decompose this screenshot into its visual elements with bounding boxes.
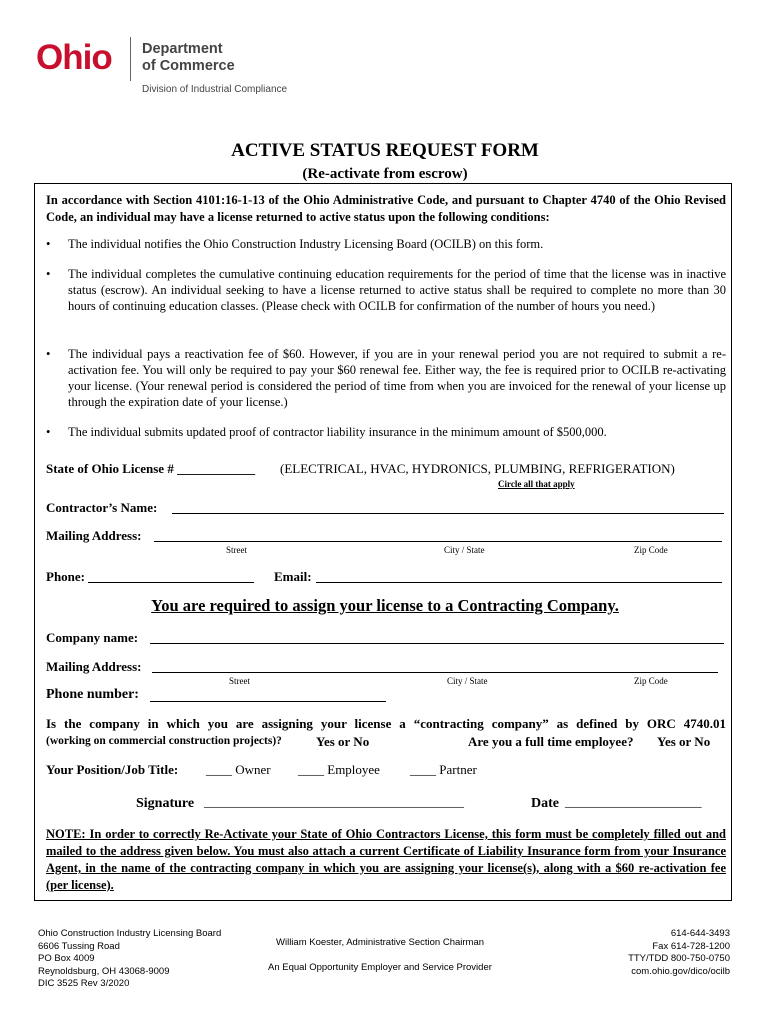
footer-line: Ohio Construction Industry Licensing Board xyxy=(38,928,222,939)
owner-option[interactable]: ____ Owner xyxy=(206,762,271,777)
company-name-field[interactable] xyxy=(150,643,724,644)
phone-label: Phone: xyxy=(46,569,85,584)
contractor-name-label: Contractor’s Name: xyxy=(46,500,158,515)
tty-number: TTY/TDD 800-750-0750 xyxy=(628,953,730,964)
form-subtitle: (Re-activate from escrow) xyxy=(302,166,468,182)
bullet-icon: • xyxy=(46,425,51,439)
street-caption: Street xyxy=(229,676,250,686)
bullet-icon: • xyxy=(46,267,51,281)
footer-line: DIC 3525 Rev 3/2020 xyxy=(38,978,130,989)
website-link[interactable]: com.ohio.gov/dico/ocilb xyxy=(631,965,730,977)
department-name xyxy=(142,41,235,75)
bullet-icon: • xyxy=(46,237,51,251)
license-types[interactable]: (ELECTRICAL, HVAC, HYDRONICS, PLUMBING, REFRIGERATION) xyxy=(280,461,675,476)
signature-field[interactable]: ________________________________________ xyxy=(204,794,464,809)
footer-line: 6606 Tussing Road xyxy=(38,940,120,952)
footer-line: PO Box 4009 xyxy=(38,953,95,964)
board-address xyxy=(38,928,221,991)
license-number-field[interactable]: State of Ohio License # ____________ xyxy=(46,461,256,476)
assign-heading: You are required to assign your license to a Contracting Company. xyxy=(151,596,619,615)
contracting-company-question: Is the company in which you are assigning your license a “contracting company” as defined by ORC 4740.01 xyxy=(46,716,726,731)
signature-label: Signature xyxy=(136,796,195,811)
condition-item: The individual pays a reactivation fee of $60. However, if you are in your renewal period you are not required to submit a re-activation fee. You will only be required to pay your $60 renewal fee. Either way, the fee is required prior to OCILB re-activating your license. (Your renewal period is considered the period of time from when you are invoiced for the renewal of your license up through the expiration date of your license.) xyxy=(68,347,726,409)
zip-caption: Zip Code xyxy=(634,545,668,555)
employee-option[interactable]: ____ Employee xyxy=(298,762,380,777)
employee-yes-no[interactable]: Yes or No xyxy=(657,734,711,749)
footer-line: Reynoldsburg, OH 43068-9009 xyxy=(38,965,170,977)
date-field[interactable]: _____________________ xyxy=(565,794,702,809)
company-address-field[interactable] xyxy=(152,672,718,673)
partner-option[interactable]: ____ Partner xyxy=(410,762,477,777)
department-line-1: Department xyxy=(142,41,223,57)
equal-opportunity-line: An Equal Opportunity Employer and Service Provider xyxy=(268,962,492,973)
department-line-2: of Commerce xyxy=(142,58,235,74)
logo-divider xyxy=(130,37,131,81)
contractor-address-field[interactable] xyxy=(154,541,722,542)
position-label: Your Position/Job Title: xyxy=(46,762,179,777)
contact-info xyxy=(560,928,730,978)
date-label: Date xyxy=(531,796,559,811)
company-address-label: Mailing Address: xyxy=(46,659,142,674)
phone-field[interactable] xyxy=(88,582,254,583)
phone-number: 614-644-3493 xyxy=(670,928,730,939)
street-caption: Street xyxy=(226,545,247,555)
condition-item: The individual submits updated proof of contractor liability insurance in the minimum amount of $500,000. xyxy=(68,425,607,439)
circle-instruction: Circle all that apply xyxy=(498,479,575,489)
bullet-icon: • xyxy=(46,347,51,361)
email-label: Email: xyxy=(274,569,312,584)
employee-question: Are you a full time employee? xyxy=(468,734,634,749)
company-name-label: Company name: xyxy=(46,630,139,645)
email-field[interactable] xyxy=(316,582,722,583)
fax-number: Fax 614-728-1200 xyxy=(652,940,730,952)
chairman-line: William Koester, Administrative Section Chairman xyxy=(276,937,485,948)
commercial-projects-note: (working on commercial construction projects)? xyxy=(46,735,282,747)
condition-item: The individual notifies the Ohio Construction Industry Licensing Board (OCILB) on this form. xyxy=(68,237,544,251)
company-phone-field[interactable] xyxy=(150,701,386,702)
city-state-caption: City / State xyxy=(444,545,485,555)
contracting-yes-no[interactable]: Yes or No xyxy=(316,734,370,749)
city-state-caption: City / State xyxy=(447,676,488,686)
form-title: ACTIVE STATUS REQUEST FORM xyxy=(231,140,539,161)
contractor-name-field[interactable] xyxy=(172,513,724,514)
ohio-logo: Ohio xyxy=(36,38,112,77)
division-name: Division of Industrial Compliance xyxy=(142,84,288,95)
condition-item: The individual completes the cumulative continuing education requirements for the period of time that the license was in inactive status (escrow). An individual seeking to have a license returned to active status shall be required to complete no more than 30 hours of continuing education classes. (Please check with OCILB for confirmation of the number of hours you need.) xyxy=(68,267,726,313)
instructions-note: NOTE: In order to correctly Re-Activate your State of Ohio Contractors License, this form must be completely filled out and mailed to the address given below. You must also attach a current Certificate of Liability Insurance form from your Insurance Agent, in the name of the contracting company in which you are assigning your license(s), along with a $60 re-activation fee (per license). xyxy=(46,827,726,892)
zip-caption: Zip Code xyxy=(634,676,668,686)
company-phone-label: Phone number: xyxy=(46,687,139,702)
contractor-address-label: Mailing Address: xyxy=(46,528,142,543)
intro-paragraph: In accordance with Section 4101:16-1-13 of the Ohio Administrative Code, and pursuant to Chapter 4740 of the Ohio Revised Code, an individual may have a license returned to active status upon the following conditions: xyxy=(46,193,726,224)
